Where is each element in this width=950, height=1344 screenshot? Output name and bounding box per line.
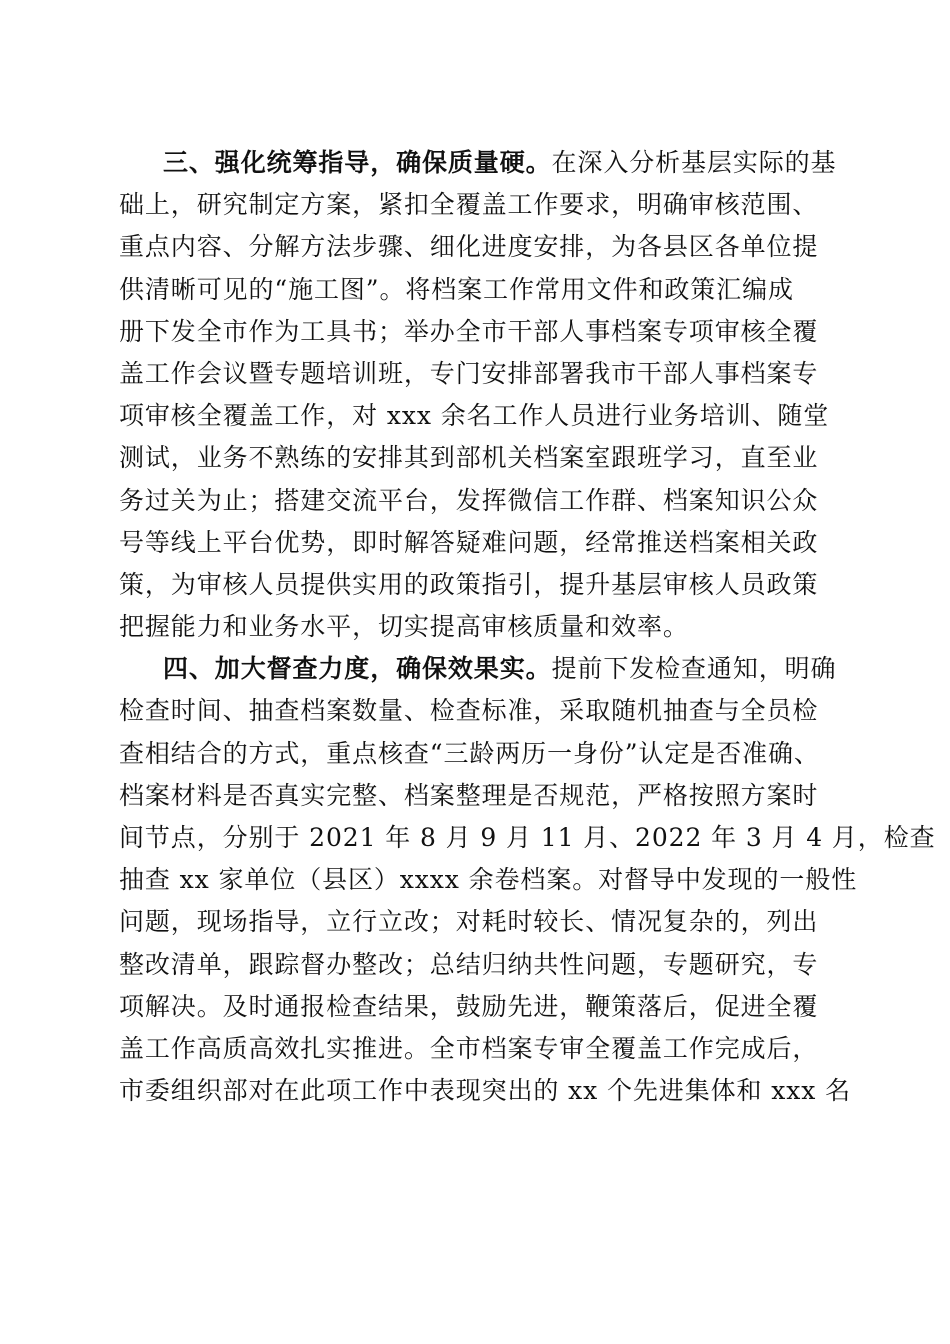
paragraph-4-line-5: 间节点，分别于 2021 年 8 月 9 月 11 月、2022 年 3 月 4 月，检查 (119, 823, 936, 852)
paragraph-3-line-4: 供清晰可见的“施工图”。将档案工作常用文件和政策汇编成 (119, 274, 794, 304)
paragraph-3-line-8: 测试，业务不熟练的安排其到部机关档案室跟班学习，直至业 (119, 443, 819, 473)
paragraph-3-first-line (119, 142, 837, 184)
paragraph-3-line-9: 务过关为止；搭建交流平台，发挥微信工作群、档案知识公众 (119, 485, 819, 515)
paragraph-4-line-11: 市委组织部对在此项工作中表现突出的 xx 个先进集体和 xxx 名 (119, 1076, 851, 1106)
paragraph-4-line-3: 查相结合的方式，重点核查“三龄两历一身份”认定是否准确、 (119, 738, 820, 768)
paragraph-4-line-1: 提前下发检查通知，明确 (551, 654, 837, 684)
paragraph-4-line-4: 档案材料是否真实完整、档案整理是否规范，严格按照方案时 (119, 780, 819, 810)
paragraph-4-line-10: 盖工作高质高效扎实推进。全市档案专审全覆盖工作完成后， (119, 1033, 819, 1063)
paragraph-3-line-3: 重点内容、分解方法步骤、细化进度安排，为各县区各单位提 (119, 232, 819, 262)
section-4-heading: 四、加大督查力度，确保效果实。 (163, 654, 552, 684)
body-text (119, 142, 936, 1112)
paragraph-3-line-12: 把握能力和业务水平，切实提高审核质量和效率。 (119, 612, 689, 642)
paragraph-4-first-line (119, 648, 837, 690)
paragraph-3-line-5: 册下发全市作为工具书；举办全市干部人事档案专项审核全覆 (119, 316, 819, 346)
paragraph-3-line-2: 础上，研究制定方案，紧扣全覆盖工作要求，明确审核范围、 (119, 190, 819, 220)
paragraph-4-line-9: 项解决。及时通报检查结果，鼓励先进，鞭策落后，促进全覆 (119, 991, 819, 1021)
paragraph-4-line-8: 整改清单，跟踪督办整改；总结归纳共性问题，专题研究，专 (119, 949, 819, 979)
paragraph-4-line-6: 抽查 xx 家单位（县区）xxxx 余卷档案。对督导中发现的一般性 (119, 865, 858, 895)
paragraph-4-line-2: 检查时间、抽查档案数量、检查标准，采取随机抽查与全员检 (119, 696, 819, 726)
section-3-heading: 三、强化统筹指导，确保质量硬。 (163, 148, 552, 177)
paragraph-3-line-7: 项审核全覆盖工作，对 xxx 余名工作人员进行业务培训、随堂 (119, 401, 830, 431)
paragraph-3-line-6: 盖工作会议暨专题培训班，专门安排部署我市干部人事档案专 (119, 358, 819, 388)
paragraph-4-line-7: 问题，现场指导，立行立改；对耗时较长、情况复杂的，列出 (119, 907, 819, 937)
paragraph-3-line-1: 在深入分析基层实际的基 (551, 148, 837, 177)
paragraph-3-line-11: 策，为审核人员提供实用的政策指引，提升基层审核人员政策 (119, 569, 819, 599)
paragraph-3-line-10: 号等线上平台优势，即时解答疑难问题，经常推送档案相关政 (119, 527, 819, 557)
